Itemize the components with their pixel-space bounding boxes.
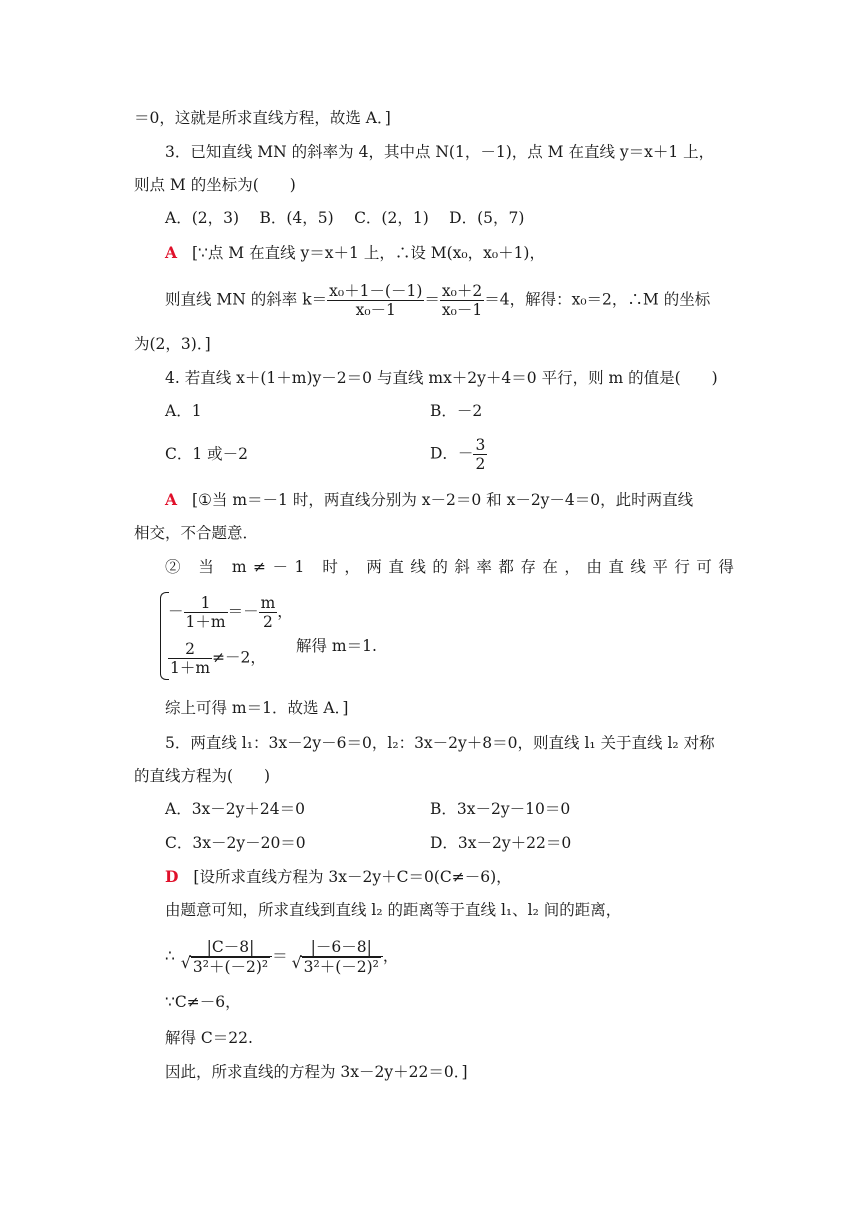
inequality-text: ≠－2， xyxy=(212,648,266,667)
system-solution: 解得 m＝1. xyxy=(296,637,377,655)
answer-text: [∵点 M 在直线 y＝x＋1 上，∴设 M(x₀，x₀＋1)， xyxy=(191,244,545,262)
system-equation-2 xyxy=(168,640,266,677)
question-5-answer-line4: 解得 C＝22. xyxy=(165,1029,253,1047)
question-3-answer-line1 xyxy=(165,243,545,263)
question-4-conclusion: 综上可得 m＝1．故选 A．] xyxy=(165,699,349,717)
question-5-answer-line2: 由题意可知，所求直线到直线 l₂ 的距离等于直线 l₁、l₂ 间的距离， xyxy=(165,901,622,919)
option-label: D．－ xyxy=(430,444,474,463)
fraction-numerator: |C－8| xyxy=(189,938,272,957)
question-5-answer-line1 xyxy=(165,867,512,887)
fraction-denominator xyxy=(300,957,383,976)
question-3-options: A．(2，3) B．(4，5) C．(2，1) D．(5，7) xyxy=(165,209,525,227)
fraction-denominator: 1＋m xyxy=(185,613,226,631)
question-5-option-b: B．3x－2y－10＝0 xyxy=(430,800,571,818)
fraction xyxy=(327,282,424,319)
comma: ， xyxy=(382,947,399,965)
fraction xyxy=(189,938,272,976)
answer-letter: A xyxy=(165,243,178,262)
fraction xyxy=(184,594,228,631)
question-4-option-c: C．1 或－2 xyxy=(165,445,249,463)
question-5-stem-cont: 的直线方程为( ) xyxy=(134,767,271,785)
fraction-denominator: 1＋m xyxy=(170,659,211,677)
fraction xyxy=(259,594,278,631)
equals-sign: ＝ xyxy=(272,947,288,965)
comma: ， xyxy=(277,602,293,621)
question-3-stem-cont: 则点 M 的坐标为( ) xyxy=(134,176,296,194)
fraction-denominator: x₀－1 xyxy=(441,301,483,319)
fraction-numerator: 2 xyxy=(168,640,212,659)
question-4-stem: 4. 若直线 x＋(1＋m)y－2＝0 与直线 mx＋2y＋4＝0 平行，则 m 的值是( ) xyxy=(165,369,718,387)
answer-letter: D xyxy=(165,867,179,886)
fraction-numerator: 1 xyxy=(184,594,228,613)
therefore-sign: ∴ xyxy=(165,947,175,965)
sqrt-symbol: √ 3²＋(－2)² xyxy=(191,957,270,976)
question-3-stem: 3．已知直线 MN 的斜率为 4，其中点 N(1，－1)，点 M 在直线 y＝x＋1 上， xyxy=(165,143,715,161)
sqrt-symbol: √ 3²＋(－2)² xyxy=(302,957,381,976)
question-5-distance-equation xyxy=(165,938,398,976)
equals-minus: ＝－ xyxy=(227,602,259,621)
fraction xyxy=(440,282,484,319)
question-4-option-b: B．－2 xyxy=(430,402,483,420)
answer-text: 则直线 MN 的斜率 k＝ xyxy=(165,290,328,309)
fraction-numerator: m xyxy=(260,594,276,612)
fraction-denominator: 2 xyxy=(263,613,273,631)
fraction-denominator: x₀－1 xyxy=(355,301,396,319)
fraction-numerator: x₀＋2 xyxy=(441,282,483,300)
minus-sign: － xyxy=(168,602,184,621)
question-5-option-c: C．3x－2y－20＝0 xyxy=(165,834,306,852)
question-4-answer-line2: 相交，不合题意． xyxy=(134,524,259,542)
question-5-answer-line3: ∵C≠－6， xyxy=(165,993,241,1011)
question-4-option-a: A．1 xyxy=(165,402,202,420)
question-5-option-a: A．3x－2y＋24＝0 xyxy=(165,800,305,818)
fraction-denominator xyxy=(189,957,272,976)
answer-letter: A xyxy=(165,490,178,509)
fraction-numerator: 3 xyxy=(475,436,486,454)
answer-text: [①当 m＝－1 时，两直线分别为 x－2＝0 和 x－2y－4＝0，此时两直线 xyxy=(191,491,694,509)
system-equation-1 xyxy=(168,594,293,631)
fraction xyxy=(300,938,383,976)
question-5-stem: 5．两直线 l₁：3x－2y－6＝0，l₂：3x－2y＋8＝0，则直线 l₁ 关于直线 l₂ 对称 xyxy=(165,734,715,752)
text-line: ＝0，这就是所求直线方程，故选 A．] xyxy=(134,109,391,127)
fraction-numerator: x₀＋1－(－1) xyxy=(329,282,423,300)
question-4-answer-line3: ② 当 m≠－1 时，两直线的斜率都存在，由直线平行可得 xyxy=(165,558,741,576)
fraction-numerator: |－6－8| xyxy=(300,938,383,957)
question-3-answer-line2 xyxy=(165,282,710,319)
question-5-answer-line5: 因此，所求直线的方程为 3x－2y＋22＝0．] xyxy=(165,1063,468,1081)
fraction xyxy=(473,436,487,473)
question-5-option-d: D．3x－2y＋22＝0 xyxy=(430,834,572,852)
answer-text: ＝4，解得：x₀＝2，∴M 的坐标 xyxy=(484,290,711,309)
equals-sign: ＝ xyxy=(424,290,440,309)
question-3-answer-line3: 为(2，3)．] xyxy=(134,335,211,353)
question-4-answer-line1 xyxy=(165,490,693,510)
fraction-denominator: 2 xyxy=(475,455,486,473)
fraction xyxy=(168,640,212,677)
question-4-option-d xyxy=(430,436,487,473)
answer-text: [设所求直线方程为 3x－2y＋C＝0(C≠－6)， xyxy=(193,868,512,886)
